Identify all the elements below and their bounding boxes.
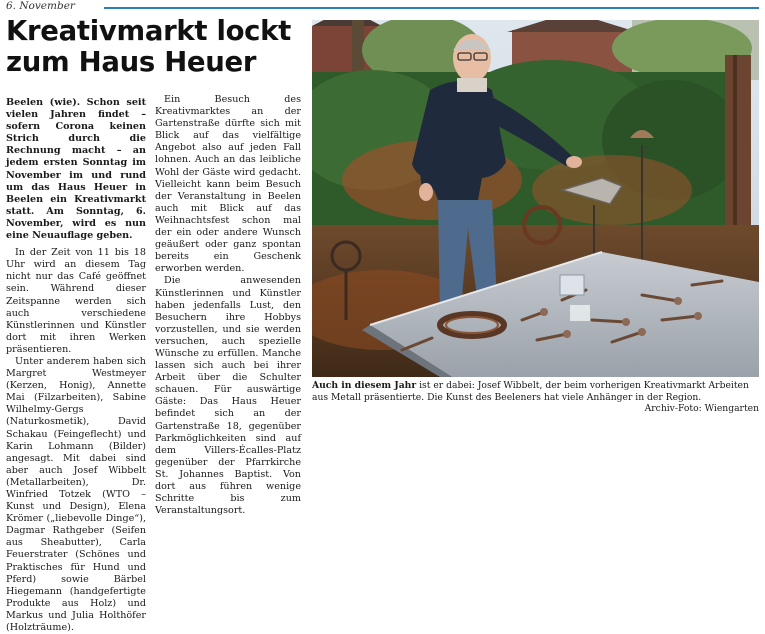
photo-metal-artist xyxy=(312,20,759,377)
photo-credit: Archiv-Foto: Wiengarten xyxy=(644,403,759,414)
issue-date: 6. November xyxy=(6,0,75,12)
headline-line-2: zum Haus Heuer xyxy=(6,46,257,78)
lead-paragraph: Beelen (wie). Schon seit vielen Jahren findet – sofern Corona keinen Strich durch die Rechnung macht – an jedem ersten Sonntag im November im und rund um das Haus Heuer in Beelen ein Kreativmarkt statt. Am Sonntag, 6. November, wird es nun eine Neuauflage geben. xyxy=(6,97,146,242)
caption-text: ist er dabei: Josef Wibbelt, der beim vorherigen Kreativmarkt Arbeiten aus Metall präsentierte. Die Kunst des Beeleners hat viele Anhänger in der Region. xyxy=(312,380,749,403)
headline-line-1: Kreativmarkt lockt xyxy=(6,15,292,47)
photo-caption xyxy=(312,380,759,415)
article-photo xyxy=(312,20,759,377)
header-rule xyxy=(104,7,759,9)
article-column-2 xyxy=(155,94,301,517)
paragraph-artists: Unter anderem haben sich Margret Westmeyer (Kerzen, Honig), Annette Mai (Filzarbeiten), Sabine Wilhelmy-Gergs (Naturkosmetik), David Schakau (Feingeflecht) und Karin Lohmann (Bilder) angesagt. Mit dabei sind aber auch Josef Wibbelt (Metallarbeiten), Dr. Winfried Totzek (WTO – Kunst und Design), Elena Krömer („liebevolle Dinge“), Dagmar Rathgeber (Seifen aus Sheabutter), Carla Feuerstrater (Schönes und Praktisches für Hund und Pferd) sowie Bärbel Hiegemann (handgefertigte Produkte aus Holz) und Markus und Julia Holthöfer (Holzträume). xyxy=(6,355,146,634)
paragraph-hours: In der Zeit von 11 bis 18 Uhr wird an diesem Tag nicht nur das Café geöffnet sein. Während dieser Zeitspanne werden sich auch verschiedene Künstlerinnen und Künstler dort mit ihren Werken präsentieren. xyxy=(6,247,146,355)
paragraph-guests: Die anwesenden Künstlerinnen und Künstler haben jedenfalls Lust, den Besuchern ihre Hobbys vorzustellen, und sie werden versuchen, auch spezielle Wünsche zu erfüllen. Manche lassen sich auch bei ihrer Arbeit über die Schulter schauen. Für auswärtige Gäste: Das Haus Heuer befindet sich an der Gartenstraße 18, gegenüber Parkmöglichkeiten sind auf dem Villers-Écalles-Platz gegenüber der Pfarrkirche St. Johannes Baptist. Von dort aus führen wenige Schritte bis zum Veranstaltungsort. xyxy=(155,275,301,517)
article-column-1 xyxy=(6,97,146,634)
caption-lead: Auch in diesem Jahr xyxy=(312,380,417,391)
headline xyxy=(6,16,302,78)
page-header xyxy=(6,0,759,14)
paragraph-visit: Ein Besuch des Kreativmarktes an der Gartenstraße dürfte sich mit Blick auf das vielfältige Angebot also auf jeden Fall lohnen. Auch an das leibliche Wohl der Gäste wird gedacht. Vielleicht kann beim Besuch der Veranstaltung in Beelen auch mit Blick auf das Weihnachtsfest schon mal der ein oder andere Wunsch geäußert oder ganz spontan bereits ein Geschenk erworben werden. xyxy=(155,94,301,275)
